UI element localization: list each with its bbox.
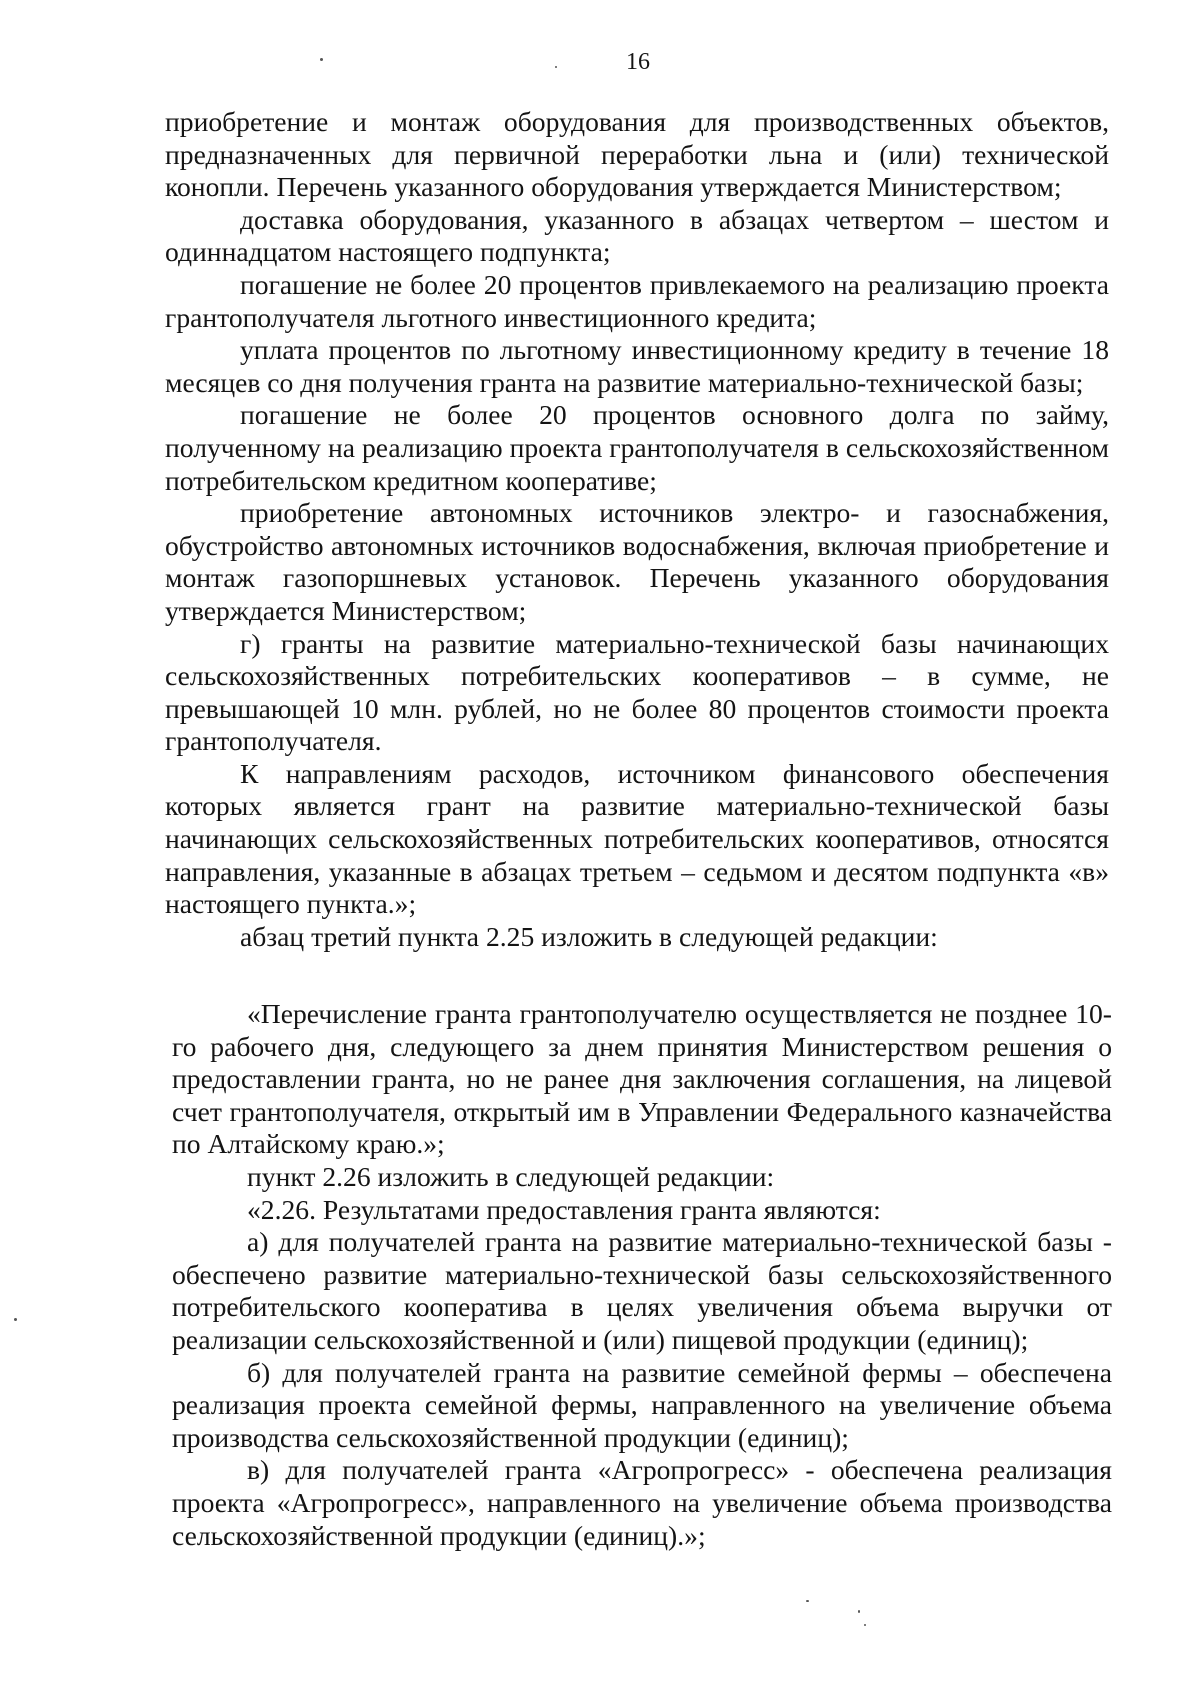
- scan-speck: [806, 1600, 809, 1602]
- scan-speck: [320, 58, 323, 61]
- scan-speck: [864, 1624, 866, 1626]
- paragraph: приобретение и монтаж оборудования для производственных объектов, предназначенных для первичной переработки льна и (или) технической конопли. Перечень указанного оборудования утверждается Министерством;: [165, 106, 1109, 203]
- body-text-part2: [172, 998, 1112, 1552]
- paragraph: погашение не более 20 процентов основного долга по займу, полученному на реализацию проекта грантополучателя в сельскохозяйственном потребительском кредитном кооперативе;: [165, 399, 1109, 496]
- paragraph: пункт 2.26 изложить в следующей редакции:: [247, 1160, 775, 1192]
- paragraph: г) гранты на развитие материально-технической базы начинающих сельскохозяйственных потребительских кооперативов – в сумме, не превышающей 10 млн. рублей, но не более 80 процентов стоимости проекта грантополучателя.: [165, 627, 1109, 757]
- paragraph: б) для получателей гранта на развитие семейной фермы – обеспечена реализация проекта семейной фермы, направленного на увеличение объема производства сельскохозяйственной продукции (единиц);: [172, 1356, 1112, 1453]
- paragraph: К направлениям расходов, источником финансового обеспечения которых является грант на развитие материально-технической базы начинающих сельскохозяйственных потребительских кооперативов, относятся направления, указанные в абзацах третьем – седьмом и десятом подпункта «в» настоящего пункта.»;: [165, 757, 1109, 920]
- scan-speck: [14, 1318, 17, 1321]
- paragraph: уплата процентов по льготному инвестиционному кредиту в течение 18 месяцев со дня получения гранта на развитие материально-технической базы;: [165, 334, 1109, 398]
- paragraph: абзац третий пункта 2.25 изложить в следующей редакции:: [240, 920, 938, 952]
- paragraph: «Перечисление гранта грантополучателю осуществляется не позднее 10-го рабочего дня, следующего за днем принятия Министерством решения о предоставлении гранта, но не ранее дня заключения соглашения, на лицевой счет грантополучателя, открытый им в Управлении Федерального казначейства по Алтайскому краю.»;: [172, 998, 1112, 1160]
- paragraph: погашение не более 20 процентов привлекаемого на реализацию проекта грантополучателя льготного инвестиционного кредита;: [165, 268, 1109, 333]
- paragraph: доставка оборудования, указанного в абзацах четвертом – шестом и одиннадцатом настоящего подпункта;: [165, 203, 1109, 268]
- page-number: 16: [626, 49, 650, 75]
- paragraph: в) для получателей гранта «Агропрогресс» - обеспечена реализация проекта «Агропрогресс», направленного на увеличение объема производства сельскохозяйственной продукции (единиц).»;: [172, 1454, 1112, 1551]
- scan-speck: [858, 1610, 860, 1613]
- paragraph: приобретение автономных источников электро- и газоснабжения, обустройство автономных источников водоснабжения, включая приобретение и монтаж газопоршневых установок. Перечень указанного оборудования утверждается Министерством;: [165, 497, 1109, 626]
- paragraph: «2.26. Результатами предоставления гранта являются:: [247, 1193, 881, 1225]
- paragraph: а) для получателей гранта на развитие материально-технической базы - обеспечено развитие материально-технической базы сельскохозяйственного потребительского кооператива в целях увеличения объема выручки от реализации сельскохозяйственной и (или) пищевой продукции (единиц);: [172, 1226, 1112, 1355]
- body-text-part1: [165, 106, 1109, 953]
- scan-speck: [555, 66, 557, 68]
